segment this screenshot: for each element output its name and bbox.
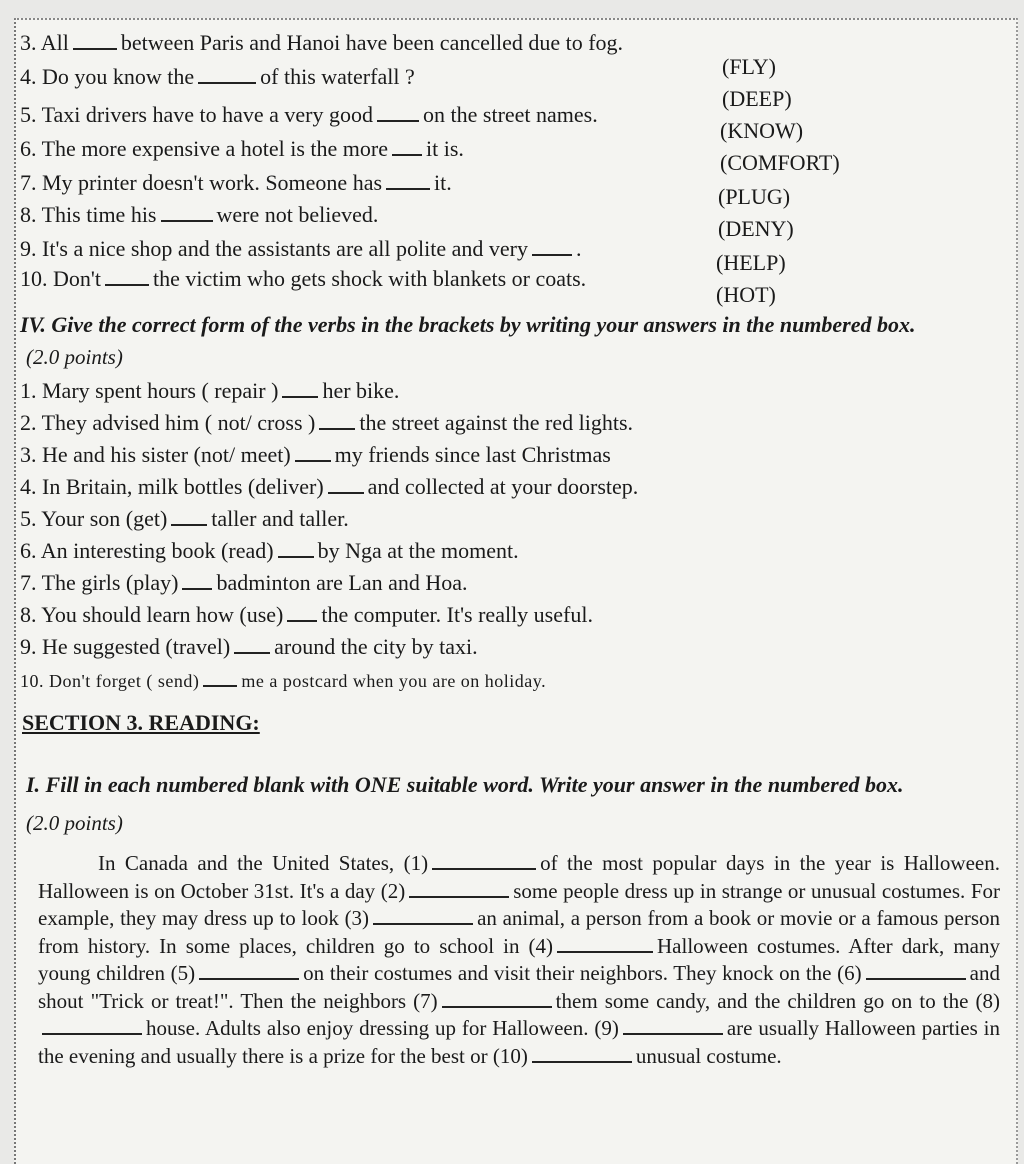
verb-item-10: 10. Don't forget ( send) me a postcard when you are on holiday. [20,671,547,691]
reading-blank-2[interactable] [409,878,509,898]
answer-blank[interactable] [182,570,212,590]
answer-blank[interactable] [278,538,314,558]
word-hint: (HOT) [716,282,776,307]
word-form-item-4: 4. Do you know the of this waterfall ? [20,64,415,89]
answer-blank[interactable] [161,202,213,222]
word-hint: (DEEP) [722,86,792,111]
verb-item-4: 4. In Britain, milk bottles (deliver) and collected at your doorstep. [20,474,639,499]
word-hint: (KNOW) [720,118,804,143]
part-iv-points: (2.0 points) [26,345,123,369]
reading-part-1-points: (2.0 points) [26,811,123,835]
word-form-item-8: 8. This time his were not believed. [20,202,379,227]
answer-blank[interactable] [386,170,430,190]
reading-blank-3[interactable] [373,905,473,925]
word-form-item-10: 10. Don't the victim who gets shock with blankets or coats. [20,266,587,291]
answer-blank[interactable] [319,410,355,430]
part-iv-instructions: IV. Give the correct form of the verbs in the brackets by writing your answers in the numbered box. [20,312,916,337]
verb-item-5: 5. Your son (get) taller and taller. [20,506,349,531]
word-form-item-5: 5. Taxi drivers have to have a very good on the street names. [20,102,598,127]
reading-blank-10[interactable] [532,1043,632,1063]
reading-blank-9[interactable] [623,1015,723,1035]
word-hint: (COMFORT) [720,150,840,175]
answer-blank[interactable] [287,602,317,622]
verb-item-1: 1. Mary spent hours ( repair ) her bike. [20,378,400,403]
reading-blank-4[interactable] [557,933,653,953]
answer-blank[interactable] [295,442,331,462]
answer-blank[interactable] [282,378,318,398]
word-hint: (HELP) [716,250,786,275]
answer-blank[interactable] [171,506,207,526]
verb-item-2: 2. They advised him ( not/ cross ) the street against the red lights. [20,410,634,435]
word-form-item-9: 9. It's a nice shop and the assistants are all polite and very . [20,236,582,261]
reading-passage: In Canada and the United States, (1) of the most popular days in the year is Halloween. Halloween is on October 31st. It's a day (2) some people dress up in strange or unusual costumes. For example, they may dress up to look (3) an animal, a person from a book or movie or a famous person from history. In some places, children go to school in (4) Halloween costumes. After dark, many young children (5) on their costumes and visit their neighbors. They knock on the (6) and shout "Trick or treat!". Then the neighbors (7) them some candy, and the children go on to the (8)house. Adults also enjoy dressing up for Halloween. (9) are usually Halloween parties in the evening and usually there is a prize for the best or (10) unusual costume. [38,851,1000,1068]
verb-item-8: 8. You should learn how (use) the computer. It's really useful. [20,602,593,627]
reading-blank-1[interactable] [432,850,536,870]
word-form-item-6: 6. The more expensive a hotel is the more it is. [20,136,464,161]
answer-blank[interactable] [198,64,256,84]
reading-blank-7[interactable] [442,988,552,1008]
answer-blank[interactable] [203,671,237,687]
verb-item-9: 9. He suggested (travel) around the city by taxi. [20,634,478,659]
answer-blank[interactable] [328,474,364,494]
answer-blank[interactable] [73,30,117,50]
reading-blank-8[interactable] [42,1015,142,1035]
answer-blank[interactable] [392,136,422,156]
verb-item-3: 3. He and his sister (not/ meet) my friends since last Christmas [20,442,611,467]
section-3-heading: SECTION 3. READING: [22,710,260,735]
reading-blank-6[interactable] [866,960,966,980]
answer-blank[interactable] [234,634,270,654]
answer-blank[interactable] [532,236,572,256]
word-hint: (FLY) [722,54,777,79]
word-hint: (DENY) [718,216,794,241]
word-hint: (PLUG) [718,184,791,209]
reading-part-1-instructions: I. Fill in each numbered blank with ONE suitable word. Write your answer in the numbered box. [26,772,904,797]
answer-blank[interactable] [105,266,149,286]
word-form-item-3: 3. All between Paris and Hanoi have been cancelled due to fog. [20,30,624,55]
verb-item-7: 7. The girls (play) badminton are Lan and Hoa. [20,570,468,595]
answer-blank[interactable] [377,102,419,122]
verb-item-6: 6. An interesting book (read) by Nga at the moment. [20,538,519,563]
reading-blank-5[interactable] [199,960,299,980]
worksheet-page [14,18,1018,1164]
word-form-item-7: 7. My printer doesn't work. Someone has it. [20,170,452,195]
